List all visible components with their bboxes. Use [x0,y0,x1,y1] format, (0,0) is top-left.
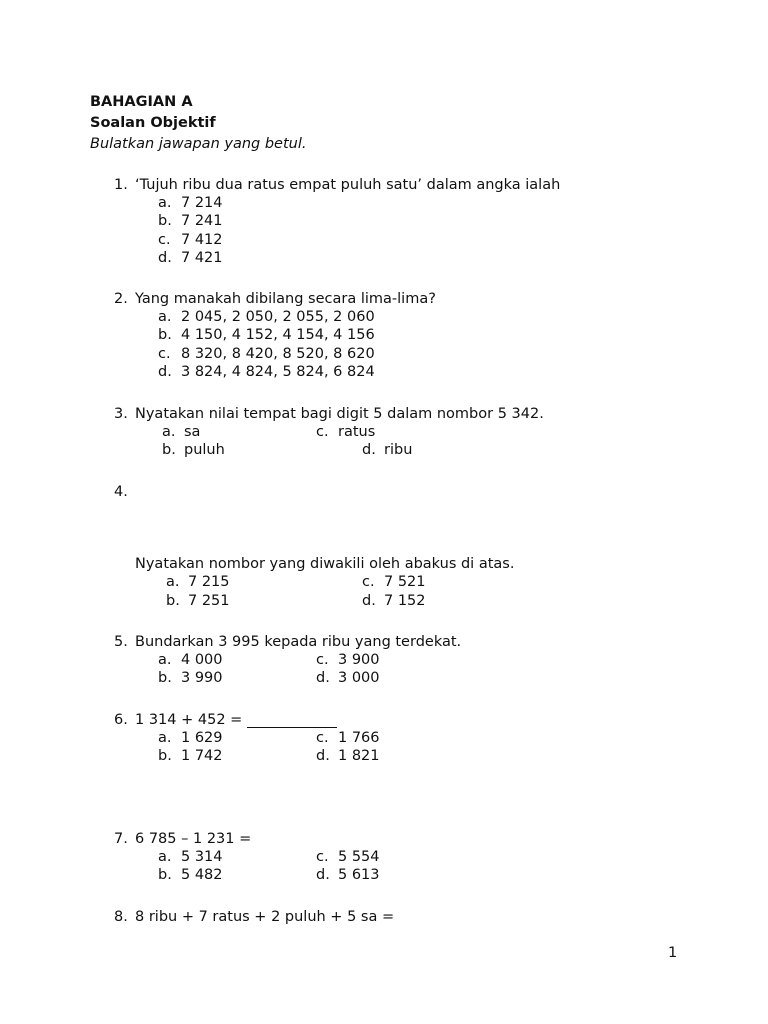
question-number: 2. [114,291,128,307]
option-letter: a. [158,730,172,746]
option-letter: a. [166,574,180,590]
option-text: 3 000 [338,670,380,686]
option-text: puluh [184,442,225,458]
option-text: 5 554 [338,849,380,865]
option-letter: a. [162,424,176,440]
option-text: 1 629 [181,730,223,746]
option-text: 7 421 [181,250,223,266]
option-text: 7 412 [181,232,223,248]
option-text: ribu [384,442,413,458]
question-number: 6. [114,712,128,728]
option-letter: d. [316,867,330,883]
option-text: 7 152 [384,593,426,609]
option-letter: d. [158,364,172,380]
option-text: 8 320, 8 420, 8 520, 8 620 [181,346,375,362]
question-number: 1. [114,177,128,193]
question-text: 8 ribu + 7 ratus + 2 puluh + 5 sa = [135,909,395,925]
question-text: ‘Tujuh ribu dua ratus empat puluh satu’ dalam angka ialah [135,177,561,193]
option-letter: d. [362,442,376,458]
option-text: 5 482 [181,867,223,883]
question-number: 3. [114,406,128,422]
option-letter: a. [158,309,172,325]
option-text: 1 742 [181,748,223,764]
question-number: 5. [114,634,128,650]
option-letter: d. [158,250,172,266]
option-text: 3 824, 4 824, 5 824, 6 824 [181,364,375,380]
option-text: 4 000 [181,652,223,668]
option-text: 7 241 [181,213,223,229]
option-letter: c. [158,232,171,248]
question-text: Nyatakan nombor yang diwakili oleh abakus di atas. [135,556,515,572]
option-text: 7 215 [188,574,230,590]
option-text: 2 045, 2 050, 2 055, 2 060 [181,309,375,325]
question-text: Nyatakan nilai tempat bagi digit 5 dalam nombor 5 342. [135,406,544,422]
question-text: 6 785 – 1 231 = [135,831,252,847]
option-letter: d. [316,670,330,686]
option-letter: c. [316,730,329,746]
option-text: ratus [338,424,376,440]
option-letter: b. [162,442,176,458]
option-letter: b. [166,593,180,609]
option-text: 7 521 [384,574,426,590]
option-text: 3 900 [338,652,380,668]
option-letter: a. [158,849,172,865]
option-text: 5 613 [338,867,380,883]
question-number: 7. [114,831,128,847]
option-letter: c. [158,346,171,362]
option-letter: c. [316,424,329,440]
option-letter: a. [158,195,172,211]
section-subtitle: Soalan Objektif [90,115,216,131]
option-text: 3 990 [181,670,223,686]
question-number: 4. [114,484,128,500]
question-text: Yang manakah dibilang secara lima-lima? [135,291,436,307]
option-text: 1 821 [338,748,380,764]
option-text: 7 214 [181,195,223,211]
option-letter: d. [316,748,330,764]
option-text: 7 251 [188,593,230,609]
option-letter: b. [158,867,172,883]
answer-blank-line [247,713,337,728]
question-text: Bundarkan 3 995 kepada ribu yang terdekat. [135,634,462,650]
option-letter: d. [362,593,376,609]
option-letter: c. [362,574,375,590]
option-letter: b. [158,327,172,343]
question-number: 8. [114,909,128,925]
option-letter: b. [158,748,172,764]
option-letter: c. [316,652,329,668]
option-text: 1 766 [338,730,380,746]
option-text: 4 150, 4 152, 4 154, 4 156 [181,327,375,343]
option-text: sa [184,424,201,440]
page-number: 1 [668,945,678,961]
option-letter: b. [158,213,172,229]
option-letter: a. [158,652,172,668]
question-text: 1 314 + 452 = [135,712,243,728]
option-letter: c. [316,849,329,865]
option-letter: b. [158,670,172,686]
option-text: 5 314 [181,849,223,865]
instruction-text: Bulatkan jawapan yang betul. [90,136,307,152]
section-title: BAHAGIAN A [90,94,193,110]
